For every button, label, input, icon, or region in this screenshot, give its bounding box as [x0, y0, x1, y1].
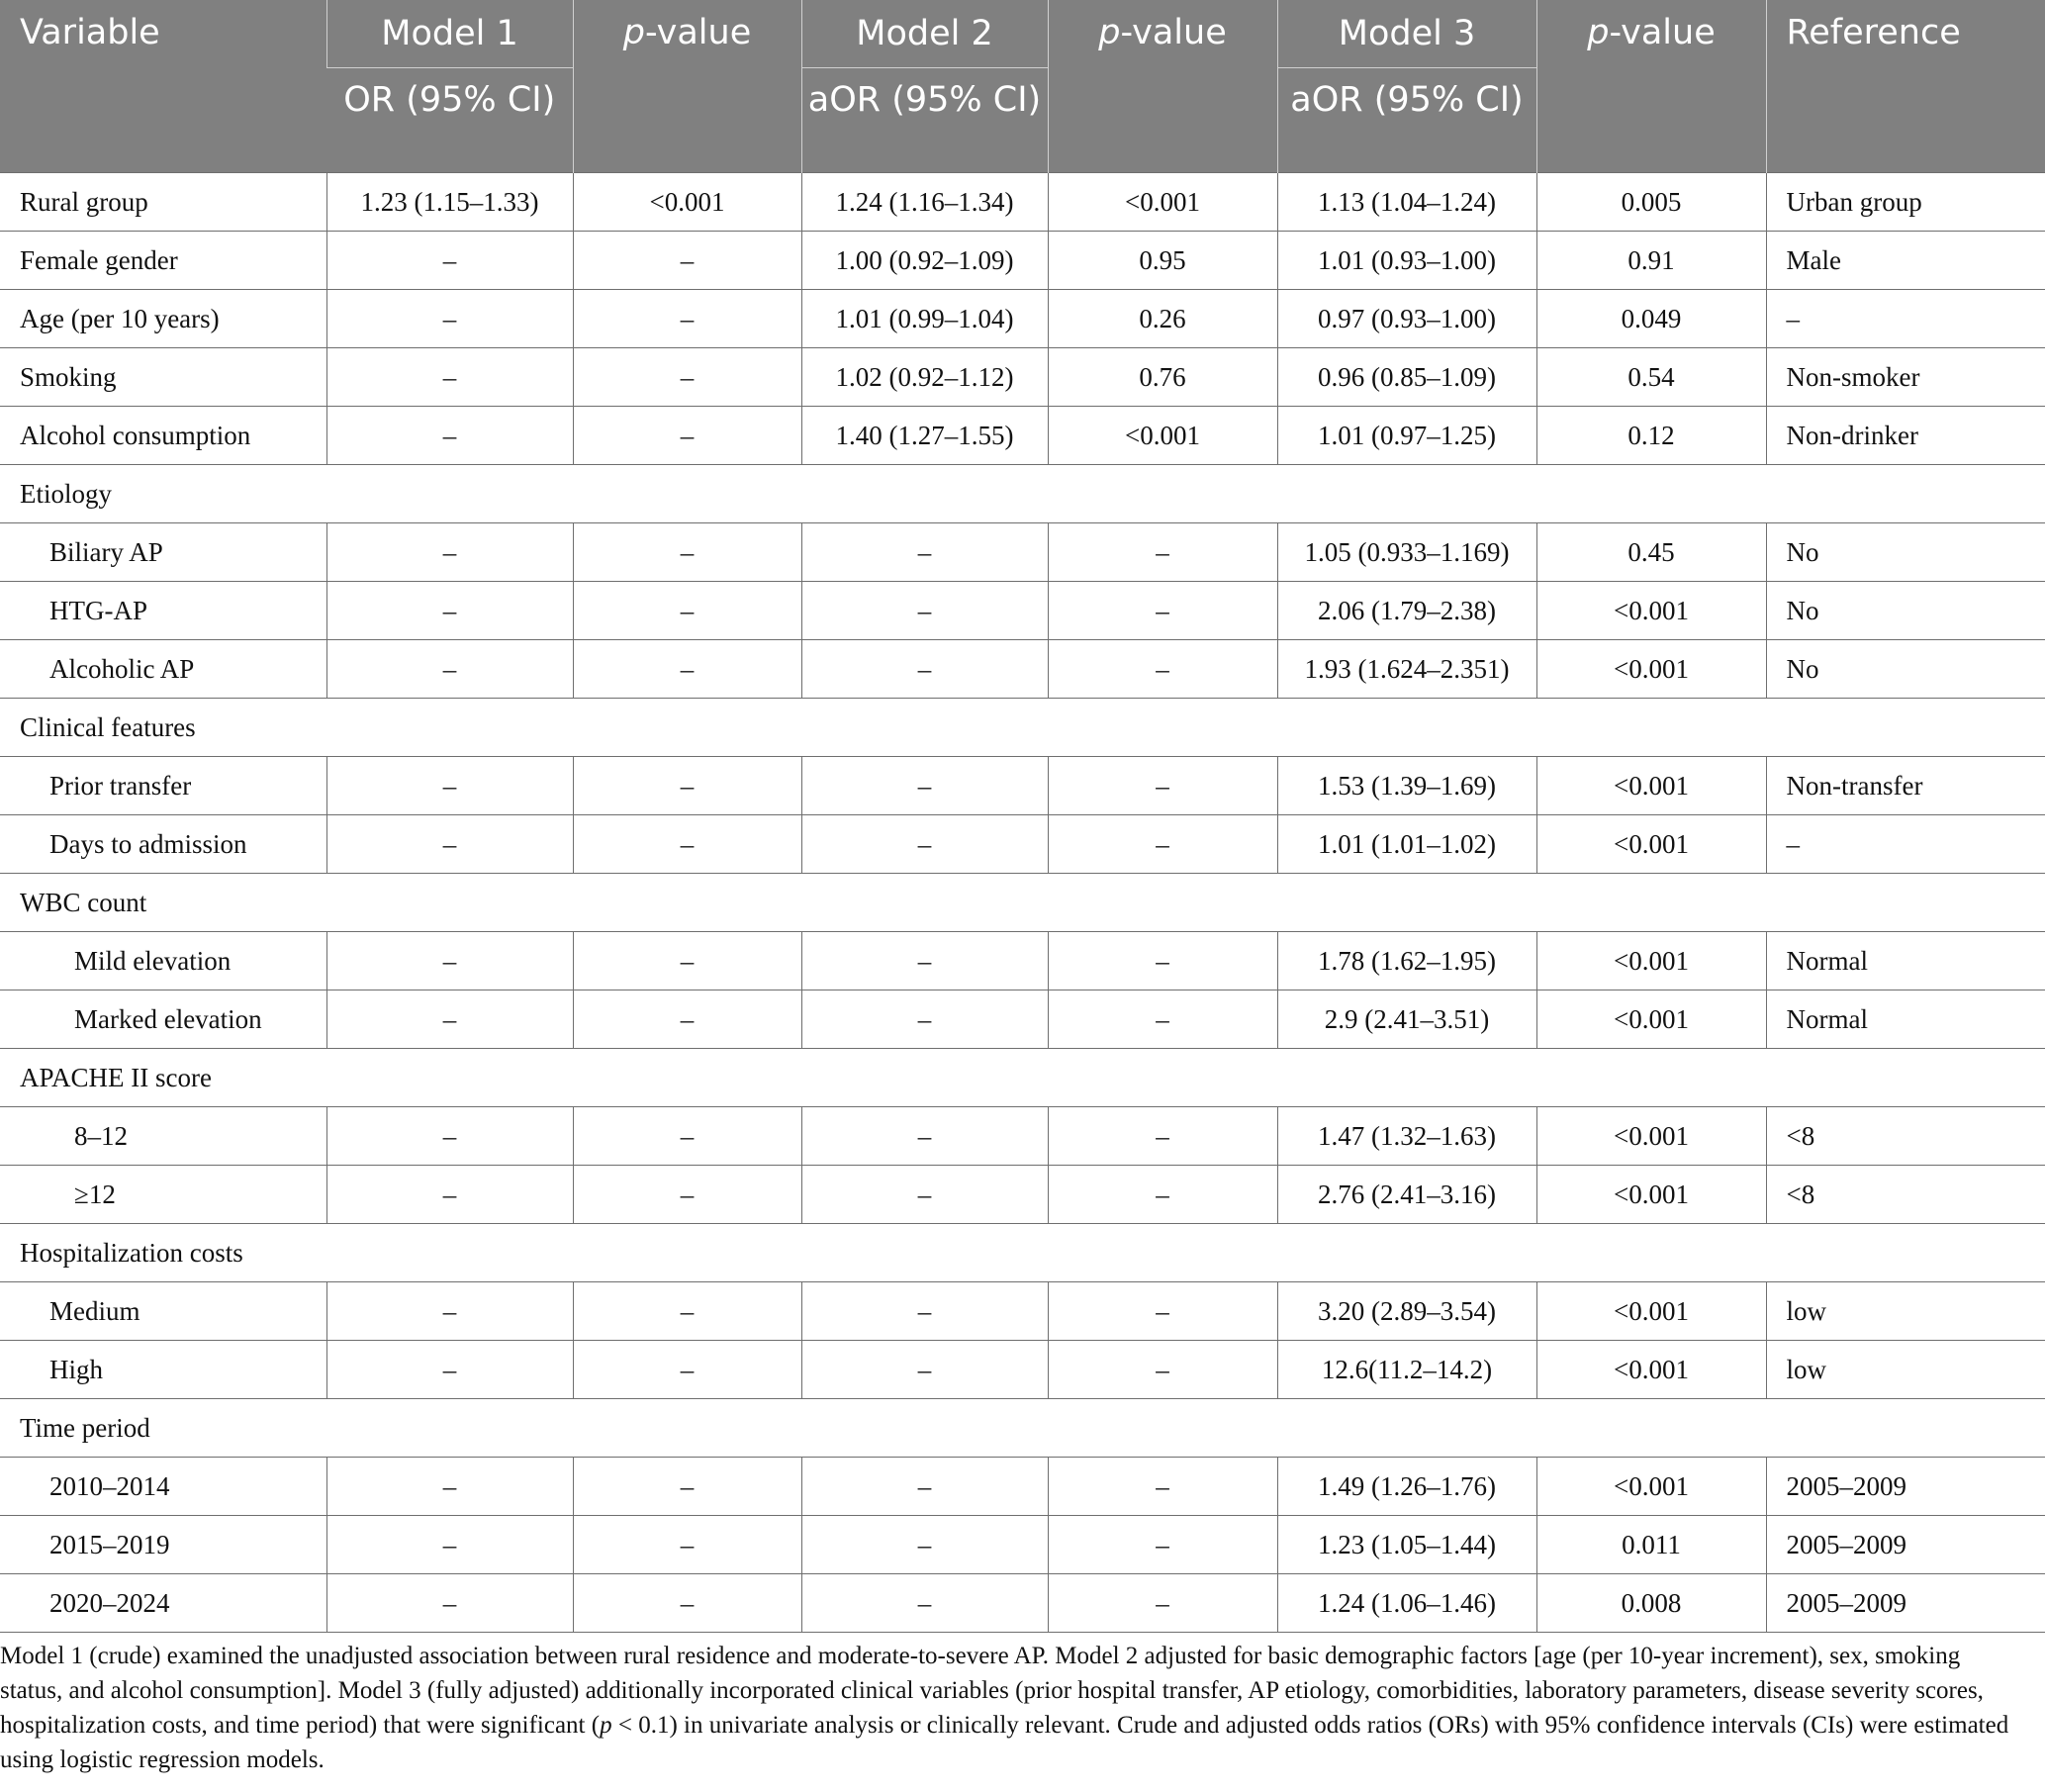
cell-model2-aor: – — [801, 640, 1048, 699]
table-row — [0, 1341, 2045, 1399]
cell-model2-pvalue: – — [1048, 757, 1277, 815]
cell-model1-pvalue: – — [573, 1516, 801, 1574]
row-label: Smoking — [0, 348, 326, 407]
pvalue-p-3: p — [1587, 13, 1610, 52]
cell-model1-or: – — [326, 990, 573, 1049]
cell-model2-pvalue: – — [1048, 932, 1277, 990]
table-row — [0, 348, 2045, 407]
cell-model2-aor: – — [801, 1574, 1048, 1633]
header-model1: Model 1 — [326, 0, 573, 68]
cell-model2-aor: – — [801, 932, 1048, 990]
cell-model1-pvalue: – — [573, 1166, 801, 1224]
cell-model3-aor: 1.53 (1.39–1.69) — [1277, 757, 1536, 815]
table-row — [0, 523, 2045, 582]
cell-model3-aor: 1.01 (1.01–1.02) — [1277, 815, 1536, 874]
cell-model3-pvalue: 0.54 — [1536, 348, 1766, 407]
table-row — [0, 232, 2045, 290]
table-row — [0, 1458, 2045, 1516]
cell-model3-pvalue: <0.001 — [1536, 1458, 1766, 1516]
header-pvalue-2 — [1048, 0, 1277, 173]
cell-model2-pvalue: – — [1048, 815, 1277, 874]
cell-model1-pvalue: – — [573, 757, 801, 815]
cell-model3-aor: 2.06 (1.79–2.38) — [1277, 582, 1536, 640]
table-row — [0, 990, 2045, 1049]
row-label: Alcohol consumption — [0, 407, 326, 465]
cell-model1-pvalue: – — [573, 1341, 801, 1399]
cell-model3-pvalue: <0.001 — [1536, 1341, 1766, 1399]
cell-model3-aor: 1.49 (1.26–1.76) — [1277, 1458, 1536, 1516]
cell-model1-or: – — [326, 1574, 573, 1633]
cell-model1-or: – — [326, 290, 573, 348]
cell-model2-aor: – — [801, 757, 1048, 815]
cell-model3-pvalue: <0.001 — [1536, 990, 1766, 1049]
section-heading: Time period — [0, 1399, 2045, 1458]
cell-model3-aor: 1.24 (1.06–1.46) — [1277, 1574, 1536, 1633]
cell-reference: No — [1766, 523, 2045, 582]
section-heading: Clinical features — [0, 699, 2045, 757]
cell-model3-aor: 1.23 (1.05–1.44) — [1277, 1516, 1536, 1574]
cell-model3-pvalue: <0.001 — [1536, 1282, 1766, 1341]
cell-model3-pvalue: 0.008 — [1536, 1574, 1766, 1633]
cell-model1-or: – — [326, 1282, 573, 1341]
cell-model3-aor: 2.9 (2.41–3.51) — [1277, 990, 1536, 1049]
cell-model2-pvalue: – — [1048, 1574, 1277, 1633]
cell-model2-aor: – — [801, 815, 1048, 874]
cell-reference: Normal — [1766, 932, 2045, 990]
cell-model1-pvalue: – — [573, 1282, 801, 1341]
table-footnote — [0, 1633, 2045, 1777]
cell-model2-aor: – — [801, 1516, 1048, 1574]
cell-model2-pvalue: – — [1048, 640, 1277, 699]
header-model2: Model 2 — [801, 0, 1048, 68]
cell-model2-aor: – — [801, 523, 1048, 582]
table-row — [0, 1516, 2045, 1574]
cell-reference: Non-transfer — [1766, 757, 2045, 815]
cell-model3-pvalue: 0.011 — [1536, 1516, 1766, 1574]
row-label: Age (per 10 years) — [0, 290, 326, 348]
cell-model1-or: – — [326, 523, 573, 582]
cell-model2-aor: 1.02 (0.92–1.12) — [801, 348, 1048, 407]
cell-model2-pvalue: – — [1048, 1516, 1277, 1574]
cell-reference: – — [1766, 290, 2045, 348]
cell-model3-pvalue: <0.001 — [1536, 582, 1766, 640]
cell-model2-pvalue: – — [1048, 1166, 1277, 1224]
row-label: High — [0, 1341, 326, 1399]
row-label: Biliary AP — [0, 523, 326, 582]
row-label: Female gender — [0, 232, 326, 290]
cell-model2-aor: – — [801, 1282, 1048, 1341]
header-pvalue-1 — [573, 0, 801, 173]
cell-model2-aor: – — [801, 990, 1048, 1049]
section-heading: Etiology — [0, 465, 2045, 523]
cell-model1-pvalue: – — [573, 990, 801, 1049]
footnote-p: p — [600, 1712, 612, 1739]
cell-model2-pvalue: – — [1048, 1341, 1277, 1399]
table-row — [0, 1166, 2045, 1224]
row-label: HTG-AP — [0, 582, 326, 640]
cell-model2-aor: 1.40 (1.27–1.55) — [801, 407, 1048, 465]
row-label: Days to admission — [0, 815, 326, 874]
cell-model3-aor: 1.05 (0.933–1.169) — [1277, 523, 1536, 582]
cell-reference: 2005–2009 — [1766, 1574, 2045, 1633]
cell-reference: Non-drinker — [1766, 407, 2045, 465]
cell-reference: low — [1766, 1341, 2045, 1399]
cell-model1-or: – — [326, 232, 573, 290]
cell-model3-aor: 1.01 (0.97–1.25) — [1277, 407, 1536, 465]
table-row — [0, 874, 2045, 932]
row-label: Prior transfer — [0, 757, 326, 815]
cell-model1-pvalue: – — [573, 1458, 801, 1516]
header-model3: Model 3 — [1277, 0, 1536, 68]
cell-model2-aor: – — [801, 1107, 1048, 1166]
cell-reference: <8 — [1766, 1166, 2045, 1224]
table-row — [0, 1282, 2045, 1341]
cell-model1-pvalue: – — [573, 523, 801, 582]
cell-model1-pvalue: – — [573, 348, 801, 407]
cell-model2-aor: – — [801, 1341, 1048, 1399]
cell-model3-aor: 1.93 (1.624–2.351) — [1277, 640, 1536, 699]
cell-reference: Urban group — [1766, 173, 2045, 232]
cell-model3-aor: 1.13 (1.04–1.24) — [1277, 173, 1536, 232]
table-row — [0, 1049, 2045, 1107]
pvalue-p-1: p — [622, 13, 645, 52]
cell-model3-pvalue: 0.91 — [1536, 232, 1766, 290]
cell-model1-pvalue: – — [573, 582, 801, 640]
cell-model1-pvalue: – — [573, 290, 801, 348]
cell-model3-aor: 2.76 (2.41–3.16) — [1277, 1166, 1536, 1224]
pvalue-p-2: p — [1098, 13, 1121, 52]
cell-model2-pvalue: – — [1048, 1458, 1277, 1516]
cell-model2-pvalue: 0.76 — [1048, 348, 1277, 407]
cell-model1-or: – — [326, 1166, 573, 1224]
header-model3-sub: aOR (95% CI) — [1277, 68, 1536, 173]
cell-model1-pvalue: – — [573, 640, 801, 699]
cell-model3-pvalue: <0.001 — [1536, 1107, 1766, 1166]
cell-model1-pvalue: – — [573, 232, 801, 290]
cell-model2-aor: – — [801, 1458, 1048, 1516]
table-row — [0, 407, 2045, 465]
row-label: Rural group — [0, 173, 326, 232]
cell-model1-or: – — [326, 1341, 573, 1399]
cell-model3-pvalue: <0.001 — [1536, 932, 1766, 990]
cell-model3-aor: 1.01 (0.93–1.00) — [1277, 232, 1536, 290]
header-pvalue-3 — [1536, 0, 1766, 173]
table-row — [0, 1107, 2045, 1166]
cell-reference: No — [1766, 582, 2045, 640]
pvalue-rest-3: -value — [1609, 13, 1716, 52]
cell-reference: Male — [1766, 232, 2045, 290]
table-row — [0, 1574, 2045, 1633]
table-row — [0, 1399, 2045, 1458]
table-row — [0, 757, 2045, 815]
cell-model1-or: 1.23 (1.15–1.33) — [326, 173, 573, 232]
cell-model2-pvalue: <0.001 — [1048, 173, 1277, 232]
cell-reference: <8 — [1766, 1107, 2045, 1166]
header-model1-sub: OR (95% CI) — [326, 68, 573, 173]
cell-model3-aor: 1.47 (1.32–1.63) — [1277, 1107, 1536, 1166]
cell-model2-pvalue: – — [1048, 990, 1277, 1049]
cell-model2-pvalue: 0.95 — [1048, 232, 1277, 290]
cell-model3-pvalue: <0.001 — [1536, 815, 1766, 874]
table-row — [0, 699, 2045, 757]
cell-model3-aor: 0.96 (0.85–1.09) — [1277, 348, 1536, 407]
cell-model1-or: – — [326, 348, 573, 407]
cell-model1-pvalue: – — [573, 815, 801, 874]
table-row — [0, 1224, 2045, 1282]
cell-model2-pvalue: – — [1048, 1107, 1277, 1166]
cell-model1-pvalue: – — [573, 407, 801, 465]
table-row — [0, 465, 2045, 523]
row-label: 2020–2024 — [0, 1574, 326, 1633]
row-label: Alcoholic AP — [0, 640, 326, 699]
cell-model3-aor: 0.97 (0.93–1.00) — [1277, 290, 1536, 348]
cell-model2-aor: – — [801, 582, 1048, 640]
cell-reference: 2005–2009 — [1766, 1516, 2045, 1574]
cell-model2-aor: 1.00 (0.92–1.09) — [801, 232, 1048, 290]
cell-model1-or: – — [326, 407, 573, 465]
cell-model2-pvalue: 0.26 — [1048, 290, 1277, 348]
table-body — [0, 173, 2045, 1633]
cell-model2-pvalue: – — [1048, 582, 1277, 640]
row-label: 8–12 — [0, 1107, 326, 1166]
row-label: Marked elevation — [0, 990, 326, 1049]
table-row — [0, 640, 2045, 699]
cell-model3-aor: 12.6(11.2–14.2) — [1277, 1341, 1536, 1399]
section-heading: WBC count — [0, 874, 2045, 932]
table-row — [0, 932, 2045, 990]
cell-model1-or: – — [326, 815, 573, 874]
cell-model1-or: – — [326, 932, 573, 990]
cell-model3-aor: 3.20 (2.89–3.54) — [1277, 1282, 1536, 1341]
footnote-before: Model 1 (crude) examined the unadjusted association between rural residence and moderate-to-severe AP. Model 2 adjusted for basic demographic factors [age (per 10-year increment), sex, smoking status, and alcohol consumption]. Model 3 (fully adjusted) additionally incorporated clinical variables (prior hospital transfer, AP etiology, comorbidities, laboratory parameters, disease severity scores, hospitalization costs, and time period) that were significant ( — [0, 1643, 1984, 1739]
section-heading: Hospitalization costs — [0, 1224, 2045, 1282]
table-row — [0, 173, 2045, 232]
header-variable: Variable — [0, 0, 326, 173]
cell-model3-pvalue: 0.12 — [1536, 407, 1766, 465]
cell-model1-or: – — [326, 582, 573, 640]
row-label: Mild elevation — [0, 932, 326, 990]
cell-model3-pvalue: <0.001 — [1536, 1166, 1766, 1224]
cell-model2-pvalue: – — [1048, 1282, 1277, 1341]
cell-reference: No — [1766, 640, 2045, 699]
cell-model1-pvalue: – — [573, 932, 801, 990]
row-label: 2010–2014 — [0, 1458, 326, 1516]
cell-model2-pvalue: <0.001 — [1048, 407, 1277, 465]
cell-model1-or: – — [326, 1107, 573, 1166]
cell-model1-or: – — [326, 1458, 573, 1516]
cell-reference: Non-smoker — [1766, 348, 2045, 407]
table-row — [0, 582, 2045, 640]
table-row — [0, 290, 2045, 348]
cell-reference: 2005–2009 — [1766, 1458, 2045, 1516]
cell-model2-aor: 1.24 (1.16–1.34) — [801, 173, 1048, 232]
cell-model3-aor: 1.78 (1.62–1.95) — [1277, 932, 1536, 990]
header-reference: Reference — [1766, 0, 2045, 173]
cell-model2-aor: – — [801, 1166, 1048, 1224]
cell-model2-pvalue: – — [1048, 523, 1277, 582]
header-model2-sub: aOR (95% CI) — [801, 68, 1048, 173]
pvalue-rest-1: -value — [644, 13, 752, 52]
cell-model1-or: – — [326, 757, 573, 815]
cell-model1-pvalue: – — [573, 1107, 801, 1166]
table-header — [0, 0, 2045, 173]
cell-reference: – — [1766, 815, 2045, 874]
footnote-after: < 0.1) in univariate analysis or clinically relevant. Crude and adjusted odds ratios (ORs) with 95% confidence intervals (CIs) were estimated using logistic regression models. — [0, 1712, 2009, 1773]
cell-reference: Normal — [1766, 990, 2045, 1049]
cell-model1-pvalue: – — [573, 1574, 801, 1633]
pvalue-rest-2: -value — [1120, 13, 1227, 52]
cell-model3-pvalue: 0.45 — [1536, 523, 1766, 582]
row-label: ≥12 — [0, 1166, 326, 1224]
cell-reference: low — [1766, 1282, 2045, 1341]
cell-model3-pvalue: <0.001 — [1536, 757, 1766, 815]
cell-model1-or: – — [326, 640, 573, 699]
table-row — [0, 815, 2045, 874]
row-label: Medium — [0, 1282, 326, 1341]
cell-model3-pvalue: 0.049 — [1536, 290, 1766, 348]
cell-model1-or: – — [326, 1516, 573, 1574]
cell-model1-pvalue: <0.001 — [573, 173, 801, 232]
cell-model3-pvalue: 0.005 — [1536, 173, 1766, 232]
row-label: 2015–2019 — [0, 1516, 326, 1574]
section-heading: APACHE II score — [0, 1049, 2045, 1107]
cell-model2-aor: 1.01 (0.99–1.04) — [801, 290, 1048, 348]
cell-model3-pvalue: <0.001 — [1536, 640, 1766, 699]
